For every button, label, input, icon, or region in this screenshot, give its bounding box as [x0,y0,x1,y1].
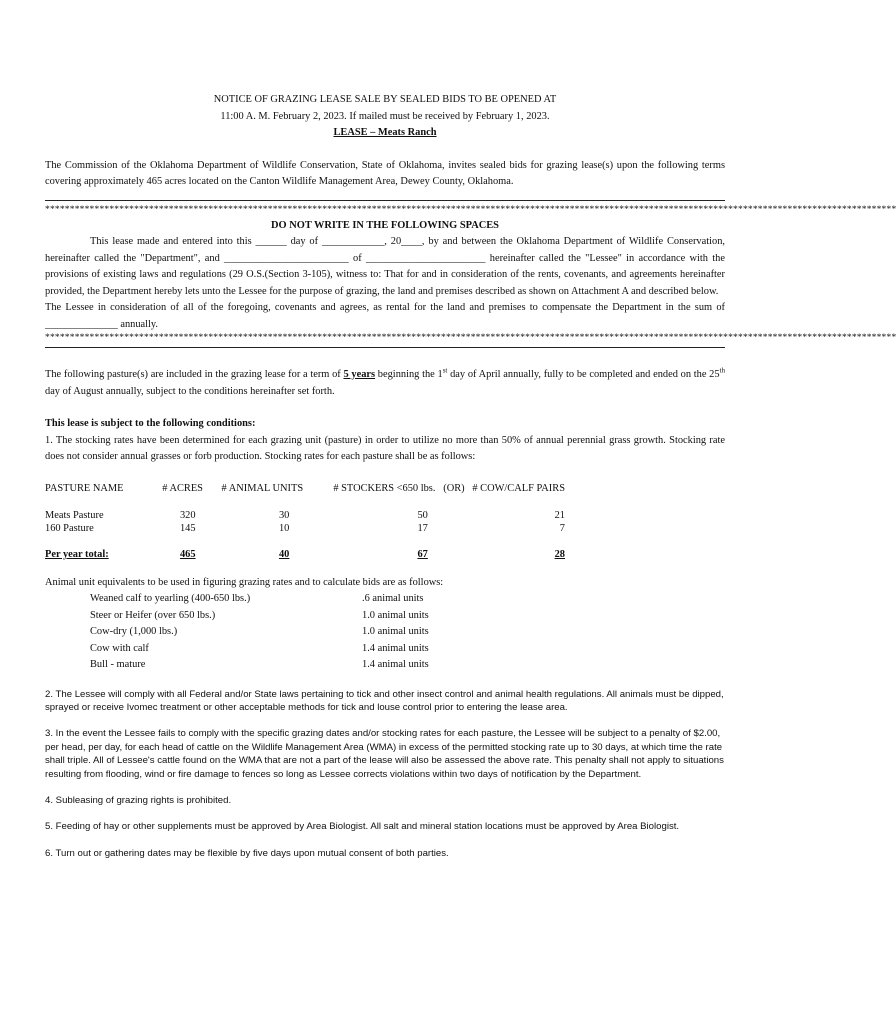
header-animal-units: # ANIMAL UNITS [221,482,304,494]
animal-class: Weaned calf to yearling (400-650 lbs.) [90,593,251,604]
list-item [90,591,482,608]
condition-3: 3. In the event the Lessee fails to comply with the specific grazing dates and/or stocking rates for each pasture, the Lessee will be subject to a penalty of $2.00, per head, per day, for each head of cattle on the Wildlife Management Area (WMA) in excess of the permitted stocking rate up to 30 days, at which time the rate shall triple. All of Lessee's cattle found on the WMA that are not a part of the lease will also be assessed the above rate. This penalty shall not apply to situations resulting from flooding, wind or fire damage to fences so long as Lessee corrects violations within two days of notification by the Department. [45,728,724,780]
header-or: (OR) [443,482,465,494]
cow-calf-cell: 7 [559,522,565,534]
list-item [90,624,482,641]
document-body [45,92,896,860]
total-cow-calf: 28 [554,548,565,560]
asterisk-line-bottom: **************************************************************************************************************************************************************************** [45,333,896,343]
animal-unit-value: 1.0 animal units [362,626,429,637]
stockers-cell: 17 [417,522,428,534]
total-stockers: 67 [417,548,428,560]
header-cow-calf: # COW/CALF PAIRS [472,482,565,494]
animal-class: Cow with calf [90,642,149,654]
table-row [45,522,565,535]
conditions-heading: This lease is subject to the following conditions: [45,418,256,429]
condition-6: 6. Turn out or gathering dates may be flexible by five days upon mutual consent of both parties. [45,847,449,859]
lease-term-value: 5 years [343,369,376,380]
animal-class: Cow-dry (1,000 lbs.) [90,626,178,637]
asterisk-line-top: **************************************************************************************************************************************************************************** [45,204,896,215]
animal-unit-table [90,591,482,674]
cow-calf-cell: 21 [554,509,565,521]
term-text-3: day of April annually, fully to be completed and ended on the 25 [447,369,720,380]
notice-title-line-1: NOTICE OF GRAZING LEASE SALE BY SEALED BIDS TO BE OPENED AT [213,94,557,105]
header-stockers-cowcalf [333,482,565,495]
term-text-2: beginning the 1 [375,369,443,380]
acres-cell: 320 [179,509,196,521]
header-pasture-name: PASTURE NAME [45,482,124,494]
condition-1: 1. The stocking rates have been determined for each grazing unit (pasture) in order to utilize no more than 50% of annual perennial grass growth. Stocking rate does not consider annual grasses or forb production. Stocking rates for each pasture shall be as follows: [45,434,725,462]
rental-paragraph: The Lessee in consideration of all of the foregoing, covenants and agrees, as rental for the land and premises to compensate the Department in the sum of ______________ annually. [45,302,725,330]
condition-4: 4. Subleasing of grazing rights is prohibited. [45,794,232,806]
total-acres: 465 [179,548,196,560]
animal-unit-value: 1.4 animal units [362,642,429,654]
condition-2: 2. The Lessee will comply with all Federal and/or State laws pertaining to tick and other insect control and animal health regulations. All animals must be dipped, sprayed or receive Ivomec treatment or other acceptable methods for tick and louse control prior to entering the lease area. [45,688,724,713]
lease-title: LEASE – Meats Ranch [333,127,437,138]
acres-cell: 145 [179,522,196,534]
term-text-4: day of August annually, subject to the conditions hereinafter set forth. [45,385,335,397]
animal-class: Bull - mature [90,659,146,670]
table-row [45,509,565,522]
stocking-rate-table [45,482,565,561]
animal-unit-value: 1.0 animal units [362,609,429,621]
animal-unit-value: 1.4 animal units [362,659,429,670]
intro-paragraph: The Commission of the Oklahoma Department of Wildlife Conservation, State of Oklahoma, invites sealed bids for grazing lease(s) upon the following terms covering approximately 465 acres located on the Canton Wildlife Management Area, Dewey County, Oklahoma. [45,159,725,187]
header-stockers: # STOCKERS <650 lbs. [333,482,436,494]
total-animal-units: 40 [278,548,290,560]
stockers-cell: 50 [417,509,428,521]
table-header-row [45,482,565,495]
do-not-write-heading: DO NOT WRITE IN THE FOLLOWING SPACES [271,219,499,231]
animal-units-cell: 30 [278,509,290,521]
list-item [90,641,482,658]
pasture-name: Meats Pasture [45,509,104,521]
pasture-name: 160 Pasture [45,522,94,534]
animal-unit-intro: Animal unit equivalents to be used in figuring grazing rates and to calculate bids are as follows: [45,576,444,588]
term-text-1: The following pasture(s) are included in the grazing lease for a term of [45,369,344,380]
lease-agreement-paragraph: This lease made and entered into this ______ day of ____________, 20____, by and between the Oklahoma Department of Wildlife Conservation, hereinafter called the "Department", and ________________________ of _______________________ hereinafter called the "Lessee" in accordance with the provisions of existing laws and regulations (29 O.S.(Section 3-105), witness to: That for and in consideration of the rents, covenants, and agreements hereinafter provided, the Department hereby lets unto the Lessee for the purpose of grazing, the land and premises described as shown on Attachment A and described below. [45,236,725,297]
animal-class: Steer or Heifer (over 650 lbs.) [90,609,216,621]
notice-title-line-2: 11:00 A. M. February 2, 2023. If mailed must be received by February 1, 2023. [220,110,550,122]
animal-units-cell: 10 [278,522,290,534]
header-acres: # ACRES [162,482,203,494]
animal-unit-value: .6 animal units [362,593,424,604]
lease-term-paragraph [45,367,725,400]
list-item [90,657,482,674]
total-label: Per year total: [45,548,109,560]
condition-5: 5. Feeding of hay or other supplements must be approved by Area Biologist. All salt and mineral station locations must be approved by Area Biologist. [45,821,680,833]
term-sup-1: st [442,366,448,375]
total-row [45,548,565,561]
term-sup-2: th [719,366,725,375]
divider-top [45,200,725,201]
divider-bottom [45,347,725,348]
list-item [90,608,482,625]
